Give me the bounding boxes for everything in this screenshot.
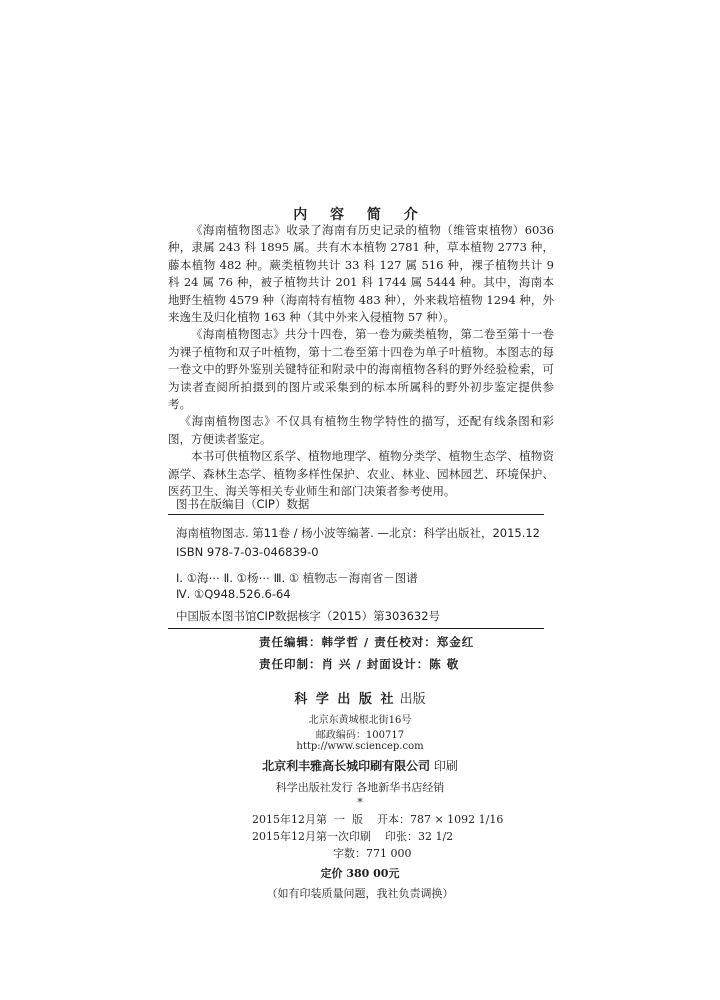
intro-section (168, 222, 554, 501)
intro-paragraph-3: 《海南植物图志》不仅具有植物生物学特性的描写，还配有线条图和彩图，方便读者鉴定。 (168, 414, 554, 446)
publisher-postcode: 邮政编码：100717 (315, 730, 405, 741)
distribution-line: 科学出版社发行 各地新华书店经销 (275, 781, 445, 794)
cip-record-number: 中国版本图书馆CIP数据核字（2015）第303632号 (176, 609, 441, 623)
page-title: 内 容 简 介 (293, 207, 427, 223)
publisher-url: http://www.sciencep.com (296, 741, 424, 752)
publisher-address: 北京东黄城根北街16号 (308, 715, 412, 726)
publisher-suffix: 出版 (399, 692, 426, 707)
printer-name: 北京利丰雅高长城印刷有限公司 (262, 759, 431, 773)
word-count: 字数：771 000 (333, 847, 412, 860)
printer-suffix: 印刷 (433, 759, 458, 773)
intro-paragraph-4: 本书可供植物区系学、植物地理学、植物分类学、植物生态学、植物资源学、森林生态学、植物多样性保护、农业、林业、园林园艺、环境保护、医药卫生、海关等相关专业师生和部门决策者参考使用。 (168, 449, 554, 499)
production-credits: 责任印制：肖 兴 / 封面设计：陈 敬 (259, 657, 460, 671)
cip-top-divider (168, 514, 544, 515)
cip-heading: 图书在版编目（CIP）数据 (176, 497, 310, 511)
intro-paragraph-1: 《海南植物图志》收录了海南有历史记录的植物（维管束植物）6036种，隶属 243 科 1895 属。共有木本植物 2781 种，草本植物 2773 种，藤本植物 482 种。蕨类植物共计 33 科 127 属 516 种，裸子植物共计 9 科 24 属 76 种，被子植物共计 201 科 1744 属 5444 种。其中，海南本地野生植物 4579 种（海南特有植物 483 种），外来栽培植物 1294 种，外来逸生及归化植物 163 种（其中外来入侵植物 57 种）。 (168, 223, 554, 325)
editor-credits: 责任编辑：韩学哲 / 责任校对：郑金红 (259, 635, 475, 649)
intro-paragraph-2: 《海南植物图志》共分十四卷，第一卷为蕨类植物，第二卷至第十一卷为裸子植物和双子叶植物，第十二卷至第十四卷为单子叶植物。本图志的每一卷文中的野外鉴别关键特征和附录中的海南植物各科的野外经验检索，可为读者查阅所拍摄到的图片或采集到的标本所属科的野外初步鉴定提供参考。 (168, 327, 554, 412)
publisher-name: 科 学 出 版 社 (294, 692, 396, 707)
cip-classification-2: Ⅳ. ①Q948.526.6-64 (176, 587, 291, 601)
cip-classification-1: Ⅰ. ①海⋯ Ⅱ. ①杨⋯ Ⅲ. ① 植物志－海南省－图谱 (176, 571, 418, 585)
edition-line-2: 2015年12月第一次印刷 印张：32 1/2 (252, 830, 454, 843)
edition-line-1: 2015年12月第 一 版 开本：787 × 1092 1/16 (252, 813, 504, 826)
cip-isbn: ISBN 978-7-03-046839-0 (176, 545, 319, 559)
cip-bottom-divider (168, 628, 544, 629)
price: 定价 380 00元 (320, 867, 400, 880)
printer-line (0, 757, 720, 774)
quality-notice: （如有印装质量问题，我社负责调换） (266, 887, 454, 900)
publisher-line (0, 688, 720, 707)
cip-title-line: 海南植物图志. 第11卷 / 杨小波等编著. —北京：科学出版社，2015.12 (176, 526, 540, 540)
separator-star: * (357, 796, 363, 809)
